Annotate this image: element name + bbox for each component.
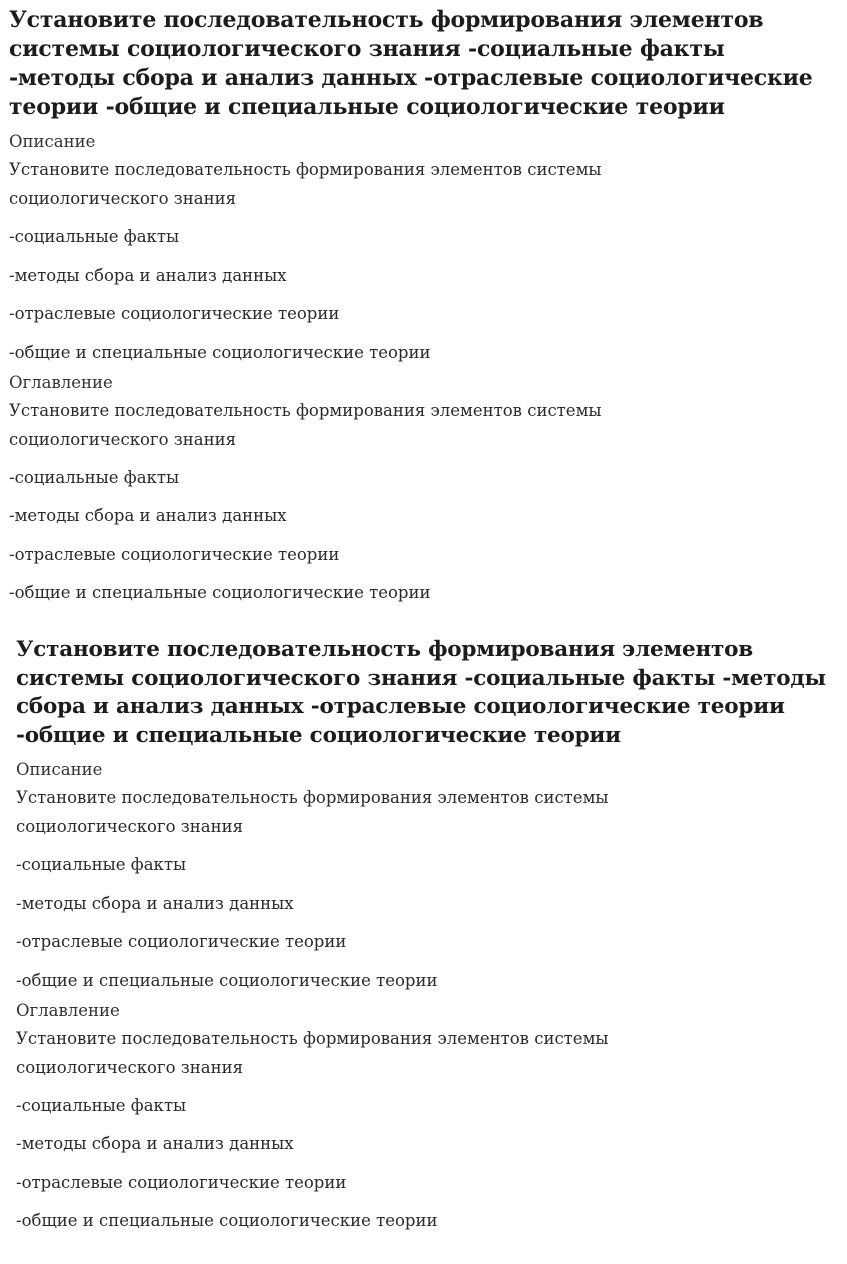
description-intro: Установите последовательность формирования элементов системы социологического знания <box>9 160 602 208</box>
toc-label: Оглавление <box>16 1000 120 1020</box>
description-section <box>9 128 829 367</box>
list-item: -методы сбора и анализ данных <box>9 506 287 525</box>
toc-list <box>9 463 829 608</box>
toc-section <box>16 997 836 1236</box>
list-item: -отраслевые социологические теории <box>9 304 340 323</box>
list-item: -методы сбора и анализ данных <box>16 1134 294 1153</box>
list-item: -отраслевые социологические теории <box>16 932 347 951</box>
list-item: -отраслевые социологические теории <box>9 544 340 564</box>
description-list <box>9 222 829 367</box>
description-label: Описание <box>9 132 96 151</box>
toc-label: Оглавление <box>9 372 113 392</box>
list-item: -отраслевые социологические теории <box>16 1172 347 1192</box>
list-item: -социальные факты <box>9 227 180 246</box>
list-item: -социальные факты <box>16 1095 187 1115</box>
list-item: -методы сбора и анализ данных <box>9 265 287 285</box>
toc-list <box>16 1091 836 1236</box>
description-label: Описание <box>16 760 103 779</box>
page-title: Установите последовательность формирования элементов системы социологического знания -социальные факты -методы сбора и анализ данных -отраслевые социологические теории -общие и специальные социологические теории <box>9 7 813 120</box>
list-item: -социальные факты <box>16 855 187 874</box>
page-title-repeat: Установите последовательность формирования элементов системы социологического знания -социальные факты -методы сбора и анализ данных -отраслевые социологические теории -общие и специальные социологические теории <box>16 637 826 748</box>
list-item: -общие и специальные социологические теории <box>16 970 438 990</box>
description-section <box>16 756 836 995</box>
list-item: -общие и специальные социологические теории <box>16 1211 438 1230</box>
toc-intro: Установите последовательность формирования элементов системы социологического знания <box>16 1028 609 1077</box>
list-item: -методы сбора и анализ данных <box>16 893 294 913</box>
toc-intro: Установите последовательность формирования элементов системы социологического знания <box>9 400 602 449</box>
list-item: -социальные факты <box>9 467 180 487</box>
description-list <box>16 850 836 995</box>
list-item: -общие и специальные социологические теории <box>9 583 431 602</box>
list-item: -общие и специальные социологические теории <box>9 342 431 362</box>
content-block-2 <box>16 636 836 1235</box>
content-block-1 <box>9 6 829 607</box>
description-intro: Установите последовательность формирования элементов системы социологического знания <box>16 788 609 836</box>
toc-section <box>9 369 829 608</box>
